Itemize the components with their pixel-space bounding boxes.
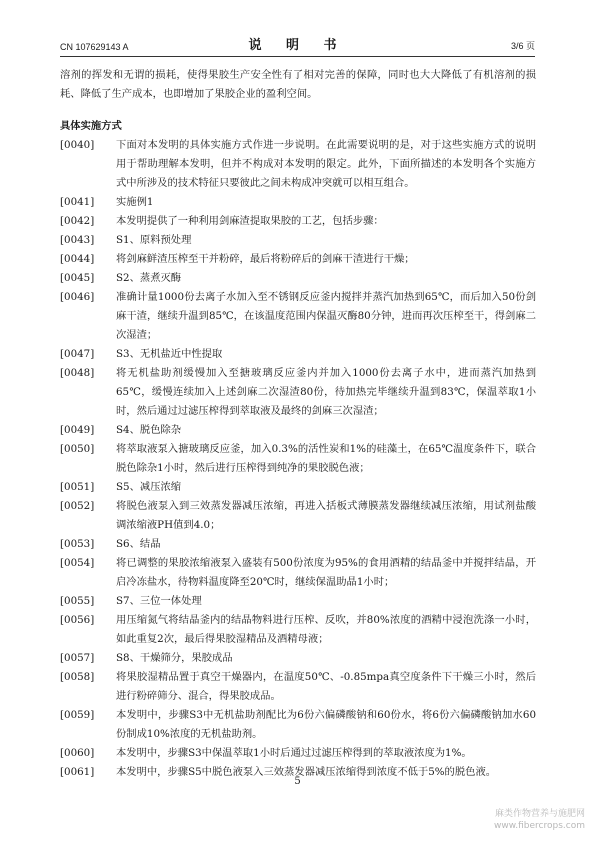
paragraph-number: [0044] (60, 253, 95, 265)
numbered-paragraph (60, 345, 536, 364)
numbered-paragraph (60, 364, 536, 421)
intro-paragraph: 溶剂的挥发和无谓的损耗，使得果胶生产安全性有了相对完善的保障，同时也大大降低了有机溶剂的损耗、降低了生产成本，也即增加了果胶企业的盈利空间。 (60, 69, 536, 100)
paragraph-number: [0047] (60, 348, 95, 360)
paragraph-text: S2、蒸煮灭酶 (116, 272, 182, 284)
paragraph-number: [0056] (60, 614, 95, 626)
document-title: 说 明 书 (248, 38, 347, 53)
numbered-paragraph (60, 744, 536, 763)
paragraph-text: 将无机盐助剂缓慢加入至搪玻璃反应釜内并加入1000份去离子水中，进而蒸汽加热到65℃，缓慢连续加入上述剑麻二次湿渣80份，待加热完毕继续升温到83℃，保温萃取1小时，然后通过过滤压榨得到萃取液及最终的剑麻三次湿渣； (116, 367, 536, 417)
paragraph-text: 将脱色液泵入到三效蒸发器减压浓缩，再进入括板式薄膜蒸发器继续减压浓缩，用试剂盐酸调浓缩液PH值到4.0； (116, 500, 536, 531)
paragraph-number: [0050] (60, 443, 95, 455)
paragraph-text: 将剑麻鲜渣压榨至干并粉碎，最后将粉碎后的剑麻干渣进行干燥； (116, 253, 415, 265)
paragraph-text: S4、脱色除杂 (116, 424, 182, 436)
paragraph-text: 本发明中，步骤S3中保温萃取1小时后通过过滤压榨得到的萃取液浓度为1%。 (116, 747, 472, 759)
paragraph-number: [0046] (60, 291, 95, 303)
page-indicator: 3/6 页 (510, 41, 535, 51)
paragraph-number: [0051] (60, 481, 95, 493)
paragraph-number: [0043] (60, 234, 95, 246)
numbered-paragraph (60, 136, 536, 193)
paragraph-number: [0060] (60, 747, 95, 759)
paragraph-number: [0048] (60, 367, 95, 379)
paragraph-text: 本发明提供了一种利用剑麻渣提取果胶的工艺，包括步骤： (116, 215, 384, 227)
numbered-paragraph (60, 440, 536, 478)
numbered-paragraph (60, 478, 536, 497)
paragraph-number: [0041] (60, 196, 95, 208)
page-number: 5 (294, 776, 301, 787)
paragraph-text: S3、无机盐近中性提取 (116, 348, 223, 360)
paragraph-text: 下面对本发明的具体实施方式作进一步说明。在此需要说明的是，对于这些实施方式的说明用于帮助理解本发明，但并不构成对本发明的限定。此外，下面所描述的本发明各个实施方式中所涉及的技术特征只要彼此之间未构成冲突就可以相互组合。 (116, 139, 536, 189)
section-heading: 具体实施方式 (60, 120, 122, 132)
paragraph-number: [0059] (60, 709, 95, 721)
paragraph-number: [0058] (60, 671, 95, 683)
paragraph-text: S5、减压浓缩 (116, 481, 182, 493)
numbered-paragraph (60, 269, 536, 288)
paragraph-text: 本发明中，步骤S3中无机盐助剂配比为6份六偏磷酸钠和60份水，将6份六偏磷酸钠加水60份制成10%浓度的无机盐助剂。 (116, 709, 536, 740)
paragraph-number: [0057] (60, 652, 95, 664)
numbered-paragraph (60, 250, 536, 269)
paragraph-number: [0061] (60, 766, 95, 778)
paragraph-text: 准确计量1000份去离子水加入至不锈钢反应釜内搅拌并蒸汽加热到65℃，而后加入50份剑麻干渣，继续升温到85℃，在该温度范围内保温灭酶80分钟，进而再次压榨至干，得剑麻二次湿渣； (116, 291, 536, 341)
paragraph-text: 将果胶湿精品置于真空干燥器内，在温度50℃、-0.85mpa真空度条件下干燥三小时，然后进行粉碎筛分、混合，得果胶成品。 (116, 671, 536, 702)
numbered-paragraph (60, 592, 536, 611)
numbered-paragraph (60, 535, 536, 554)
paragraph-number: [0052] (60, 500, 95, 512)
paragraph-number: [0054] (60, 557, 95, 569)
page-header (60, 36, 535, 57)
numbered-paragraph (60, 288, 536, 345)
paragraph-text: S6、结晶 (116, 538, 161, 550)
numbered-paragraph (60, 497, 536, 535)
watermark-site-name: 麻类作物营养与施肥网 (494, 809, 585, 819)
paragraph-text: 实施例1 (116, 196, 154, 208)
paragraph-text: 将萃取液泵入搪玻璃反应釜，加入0.3%的活性炭和1%的硅藻土，在65℃温度条件下，联合脱色除杂1小时，然后进行压榨得到纯净的果胶脱色液； (116, 443, 536, 474)
numbered-paragraph (60, 668, 536, 706)
paragraph-number: [0049] (60, 424, 95, 436)
paragraph-number: [0053] (60, 538, 95, 550)
numbered-paragraph (60, 193, 536, 212)
paragraph-number: [0045] (60, 272, 95, 284)
patent-number: CN 107629143 A (60, 42, 129, 52)
paragraph-text: S7、三位一体处理 (116, 595, 202, 607)
paragraph-text: S8、干燥筛分，果胶成品 (116, 652, 233, 664)
paragraph-list (60, 136, 536, 782)
watermark (494, 808, 585, 832)
paragraph-number: [0055] (60, 595, 95, 607)
numbered-paragraph (60, 649, 536, 668)
numbered-paragraph (60, 421, 536, 440)
watermark-url: www.fibercrops.com (494, 821, 585, 831)
document-body (60, 66, 536, 782)
paragraph-number: [0042] (60, 215, 95, 227)
paragraph-text: S1、原料预处理 (116, 234, 192, 246)
paragraph-text: 将已调整的果胶浓缩液泵入盛装有500份浓度为95%的食用酒精的结晶釜中并搅拌结晶，开启冷冻盐水，待物料温度降至20℃时，继续保温助晶1小时； (116, 557, 536, 588)
numbered-paragraph (60, 212, 536, 231)
numbered-paragraph (60, 231, 536, 250)
numbered-paragraph (60, 554, 536, 592)
paragraph-text: 用压缩氮气将结晶釜内的结晶物料进行压榨、反吹，并80%浓度的酒精中浸泡洗涤一小时，如此重复2次，最后得果胶湿精品及酒精母液； (116, 614, 536, 645)
numbered-paragraph (60, 611, 536, 649)
paragraph-text: 本发明中，步骤S5中脱色液泵入三效蒸发器减压浓缩得到浓度不低于5%的脱色液。 (116, 766, 497, 778)
paragraph-number: [0040] (60, 139, 95, 151)
numbered-paragraph (60, 706, 536, 744)
